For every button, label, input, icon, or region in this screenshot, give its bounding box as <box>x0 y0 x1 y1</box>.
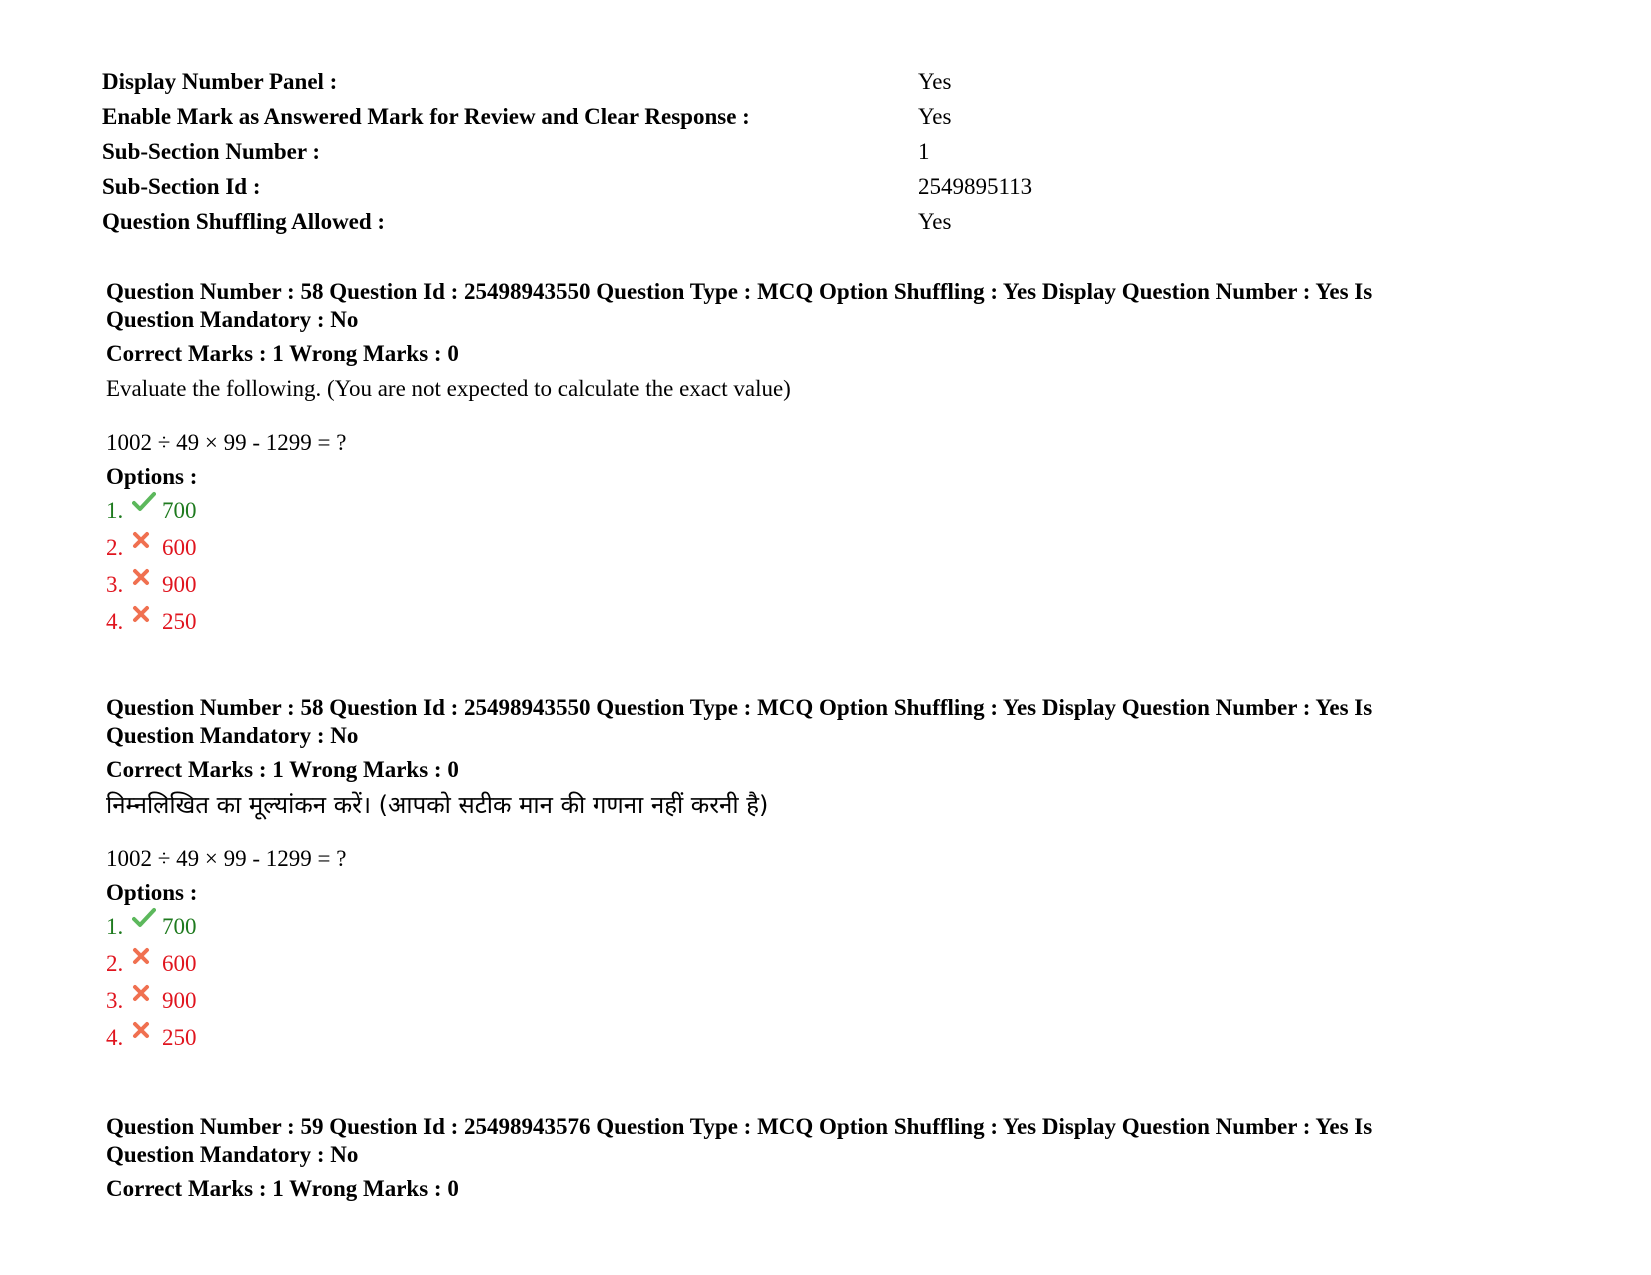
question-marks: Correct Marks : 1 Wrong Marks : 0 <box>106 341 459 366</box>
cross-icon <box>132 566 162 592</box>
question-header-line: Question Mandatory : No <box>106 1142 359 1167</box>
option-number: 2. <box>106 534 124 560</box>
question-text: Evaluate the following. (You are not expected to calculate the exact value) <box>106 376 791 401</box>
option-number: 1. <box>106 913 124 939</box>
option-item <box>106 566 1546 603</box>
option-value: 900 <box>162 987 197 1013</box>
option-item <box>106 908 1546 945</box>
question-marks: Correct Marks : 1 Wrong Marks : 0 <box>106 757 459 782</box>
option-number: 4. <box>106 608 124 634</box>
option-number: 3. <box>106 571 124 597</box>
meta-label: Question Shuffling Allowed : <box>102 208 386 234</box>
meta-label: Sub-Section Number : <box>102 138 321 164</box>
option-number: 1. <box>106 497 124 523</box>
question-block <box>106 1113 1546 1203</box>
option-value: 700 <box>162 913 197 939</box>
option-item <box>106 945 1546 982</box>
check-icon <box>132 907 162 935</box>
question-header <box>106 278 1546 334</box>
option-value: 250 <box>162 608 197 634</box>
option-value: 600 <box>162 534 197 560</box>
question-expression: 1002 ÷ 49 × 99 - 1299 = ? <box>106 430 347 455</box>
cross-icon <box>132 945 162 971</box>
question-expression: 1002 ÷ 49 × 99 - 1299 = ? <box>106 846 347 871</box>
options-list <box>106 492 1546 640</box>
option-item <box>106 492 1546 529</box>
meta-value: Yes <box>918 68 952 94</box>
meta-label: Display Number Panel : <box>102 68 338 94</box>
options-label: Options : <box>106 880 198 905</box>
question-header <box>106 1113 1546 1169</box>
option-item <box>106 529 1546 566</box>
question-header-line: Question Mandatory : No <box>106 723 359 748</box>
option-value: 250 <box>162 1024 197 1050</box>
question-header-line: Question Number : 58 Question Id : 25498943550 Question Type : MCQ Option Shuffling : Yes Display Question Number : Yes Is <box>106 279 1373 304</box>
cross-icon <box>132 982 162 1008</box>
question-header-line: Question Mandatory : No <box>106 307 359 332</box>
meta-value: 1 <box>918 138 930 164</box>
meta-row <box>102 64 1082 99</box>
question-text: निम्नलिखित का मूल्यांकन करें। (आपको सटीक मान की गणना नहीं करनी है) <box>106 791 769 819</box>
option-value: 700 <box>162 497 197 523</box>
question-marks: Correct Marks : 1 Wrong Marks : 0 <box>106 1176 459 1201</box>
option-value: 600 <box>162 950 197 976</box>
meta-row <box>102 99 1082 134</box>
option-number: 4. <box>106 1024 124 1050</box>
meta-value: 2549895113 <box>918 173 1033 199</box>
meta-value: Yes <box>918 208 952 234</box>
option-item <box>106 603 1546 640</box>
check-icon <box>132 491 162 519</box>
meta-label: Sub-Section Id : <box>102 173 261 199</box>
question-block <box>106 278 1546 640</box>
option-value: 900 <box>162 571 197 597</box>
option-number: 2. <box>106 950 124 976</box>
question-block <box>106 694 1546 1056</box>
question-header-line: Question Number : 59 Question Id : 25498943576 Question Type : MCQ Option Shuffling : Yes Display Question Number : Yes Is <box>106 1114 1373 1139</box>
option-item <box>106 982 1546 1019</box>
meta-row <box>102 169 1082 204</box>
section-meta-table <box>102 64 1082 239</box>
cross-icon <box>132 603 162 629</box>
options-list <box>106 908 1546 1056</box>
options-label: Options : <box>106 464 198 489</box>
meta-row <box>102 204 1082 239</box>
question-header-line: Question Number : 58 Question Id : 25498943550 Question Type : MCQ Option Shuffling : Yes Display Question Number : Yes Is <box>106 695 1373 720</box>
cross-icon <box>132 529 162 555</box>
meta-row <box>102 134 1082 169</box>
option-number: 3. <box>106 987 124 1013</box>
meta-value: Yes <box>918 103 952 129</box>
meta-label: Enable Mark as Answered Mark for Review and Clear Response : <box>102 103 750 129</box>
question-header <box>106 694 1546 750</box>
option-item <box>106 1019 1546 1056</box>
cross-icon <box>132 1019 162 1045</box>
